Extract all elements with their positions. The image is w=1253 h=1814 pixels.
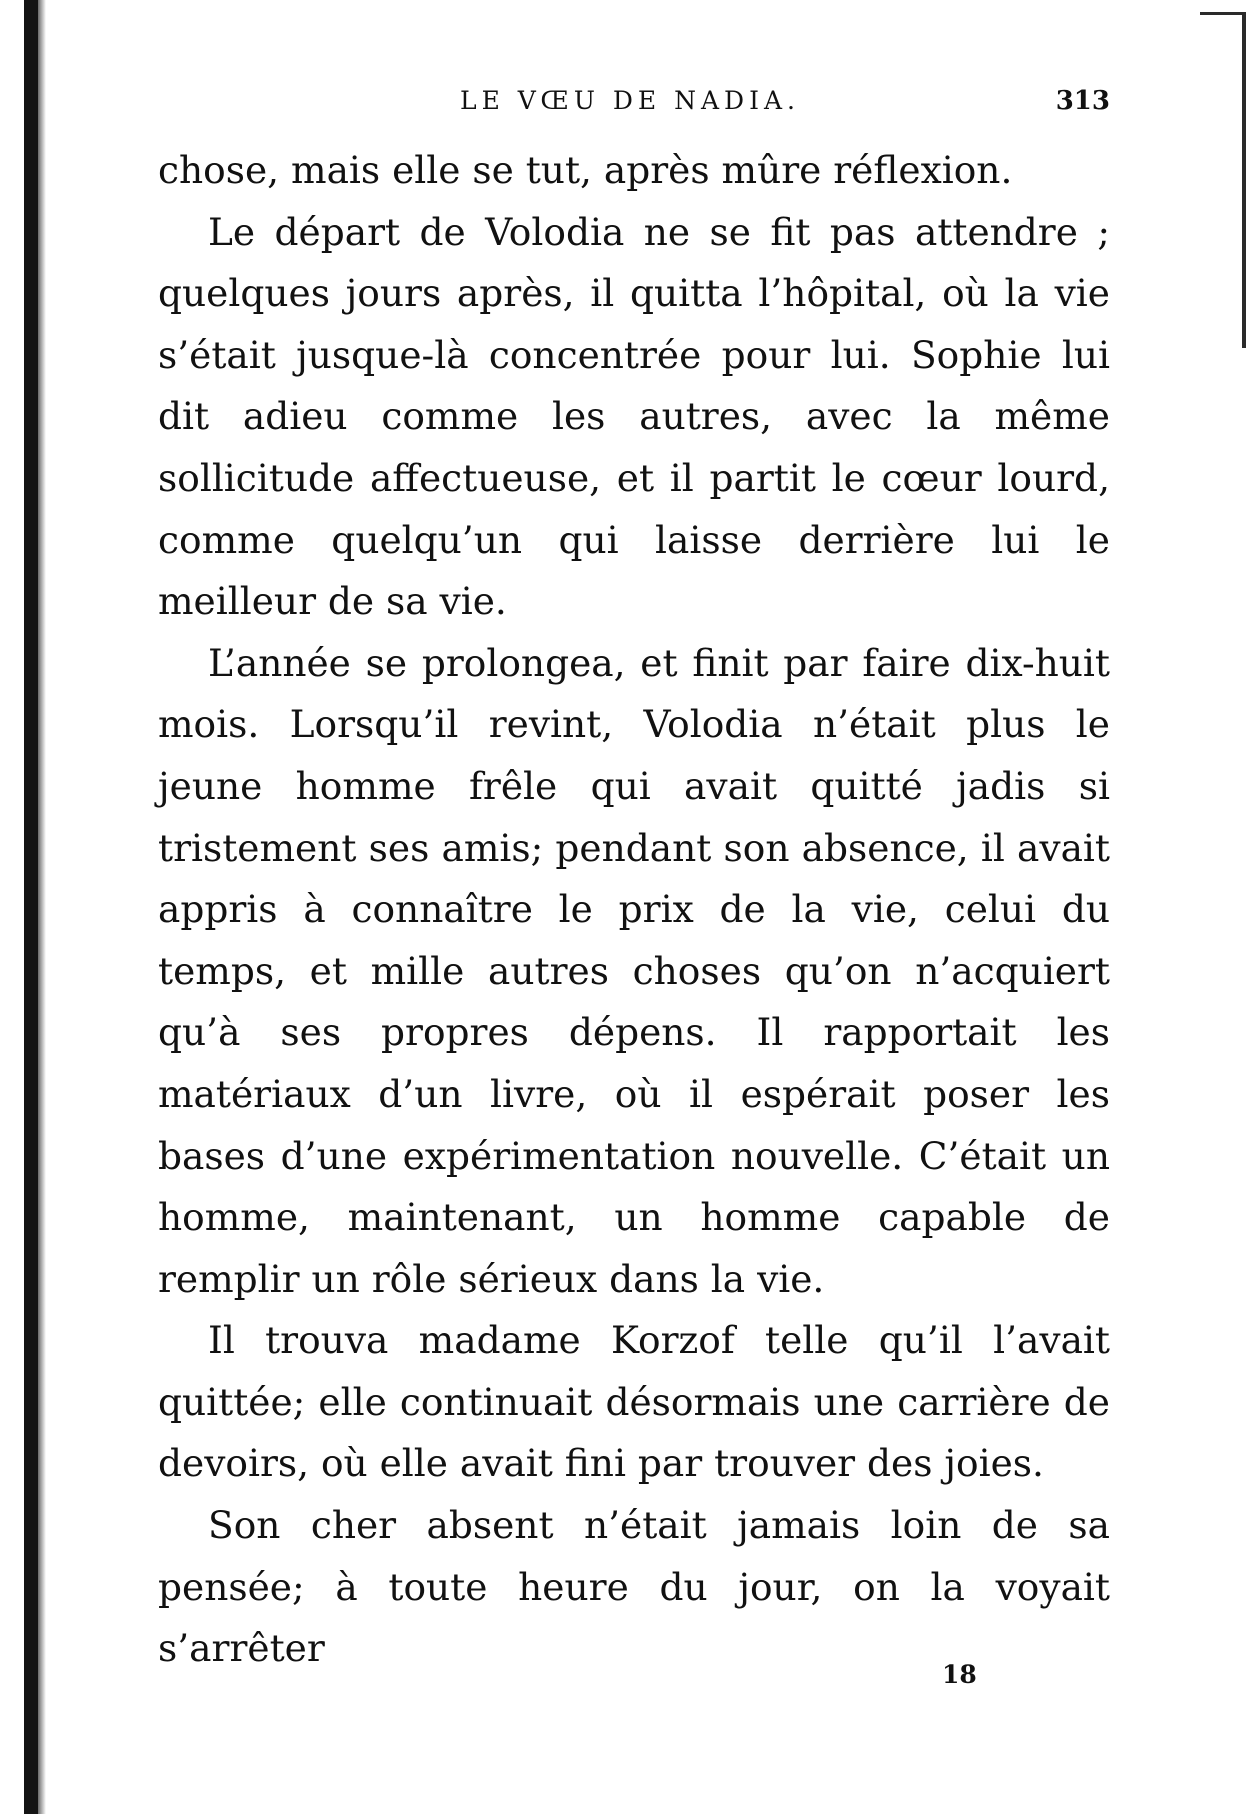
signature-mark: 18: [942, 1660, 977, 1689]
paragraph: chose, mais elle se tut, après mûre réflexion.: [158, 148, 1013, 192]
binding-edge: [38, 0, 46, 1814]
running-head: [160, 86, 1110, 126]
paragraph: L’année se prolongea, et finit par faire dix-huit mois. Lorsqu’il revint, Volodia n’était plus le jeune homme frêle qui avait quitté jadis si tristement ses amis; pendant son absence, il avait appris à connaître le prix de la vie, celui du temps, et mille autres choses qu’on n’acquiert qu’à ses propres dépens. Il rapportait les matériaux d’un livre, où il espérait poser les bases d’une expérimentation nouvelle. C’était un homme, maintenant, un homme capable de remplir un rôle sérieux dans la vie.: [158, 640, 1110, 1301]
paragraph: Son cher absent n’était jamais loin de sa pensée; à toute heure du jour, on la voyait s’arrêter: [158, 1503, 1110, 1671]
paragraph: Le départ de Volodia ne se fit pas attendre ; quelques jours après, il quitta l’hôpital, où la vie s’était jusque-là concentrée pour lui. Sophie lui dit adieu comme les autres, avec la même sollicitude affectueuse, et il partit le cœur lourd, comme quelqu’un qui laisse derrière lui le meilleur de sa vie.: [158, 209, 1110, 624]
page-number: 313: [1055, 86, 1110, 116]
body-text: [158, 140, 1110, 1680]
binding-shadow: [24, 0, 38, 1814]
paragraph: Il trouva madame Korzof telle qu’il l’avait quittée; elle continuait désormais une carrière de devoirs, où elle avait fini par trouver des joies.: [158, 1318, 1110, 1486]
page-edge-right: [1242, 14, 1246, 348]
page-edge-top: [1200, 12, 1246, 15]
running-title: LE VŒU DE NADIA.: [460, 86, 800, 115]
